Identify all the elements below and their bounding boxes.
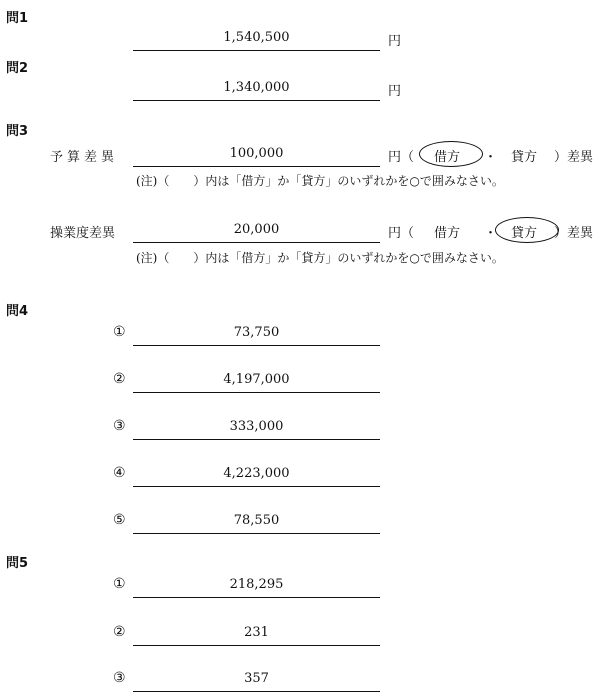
q5-label: 問5 (6, 556, 29, 571)
q5-item-line (133, 645, 380, 646)
q2-label: 問2 (6, 61, 29, 76)
q4-item-number: ② (113, 371, 126, 387)
q1-answer: 1,540,500 (223, 30, 290, 45)
q5-item-line (133, 691, 380, 692)
q4-item-number: ④ (113, 465, 126, 481)
q5-item-value: 231 (244, 625, 269, 640)
budget-option-credit: 貸方 (511, 150, 538, 165)
budget-variance-label: 予算差異 (50, 150, 119, 165)
q4-item-value: 4,197,000 (223, 372, 290, 387)
q5-item-value: 357 (244, 671, 269, 686)
q4-item-line (133, 486, 380, 487)
q2-answer-line (133, 100, 380, 101)
q5-item-value: 218,295 (229, 577, 284, 592)
q4-item-value: 4,223,000 (223, 466, 290, 481)
q5-item-line (133, 597, 380, 598)
ops-variance-label: 操業度差異 (50, 226, 116, 241)
budget-unit: 円（ (388, 150, 415, 165)
q4-item-value: 78,550 (233, 513, 280, 528)
q4-item-number: ① (113, 324, 126, 340)
q4-item-value: 333,000 (229, 419, 284, 434)
ops-unit: 円（ (388, 226, 415, 241)
q4-item-line (133, 345, 380, 346)
q1-label: 問1 (6, 11, 29, 26)
ops-option-dot: ・ (484, 226, 498, 241)
ops-note: (注)（ ）内は「借方」か「貸方」のいずれかを○で囲みなさい。 (136, 251, 504, 265)
q4-item-line (133, 439, 380, 440)
q1-unit: 円 (388, 34, 402, 49)
q4-item-line (133, 392, 380, 393)
ops-option-debit: 借方 (434, 226, 461, 241)
q2-unit: 円 (388, 84, 402, 99)
q5-item-number: ③ (113, 670, 126, 686)
budget-close: ）差異 (554, 150, 594, 165)
q4-item-line (133, 533, 380, 534)
budget-variance-answer: 100,000 (229, 146, 284, 161)
q5-item-number: ① (113, 576, 126, 592)
ops-variance-line (133, 242, 380, 243)
q4-item-number: ⑤ (113, 512, 126, 528)
budget-variance-line (133, 166, 380, 167)
budget-note: (注)（ ）内は「借方」か「貸方」のいずれかを○で囲みなさい。 (136, 174, 504, 188)
q2-answer: 1,340,000 (223, 80, 290, 95)
ops-option-credit: 貸方 (511, 226, 538, 241)
q4-label: 問4 (6, 304, 29, 319)
q5-item-number: ② (113, 624, 126, 640)
ops-variance-answer: 20,000 (233, 222, 280, 237)
q1-answer-line (133, 50, 380, 51)
ops-close: ）差異 (554, 226, 594, 241)
q3-label: 問3 (6, 124, 29, 139)
q4-item-value: 73,750 (233, 325, 280, 340)
q4-item-number: ③ (113, 418, 126, 434)
budget-option-dot: ・ (484, 150, 498, 165)
budget-option-debit: 借方 (434, 150, 461, 165)
